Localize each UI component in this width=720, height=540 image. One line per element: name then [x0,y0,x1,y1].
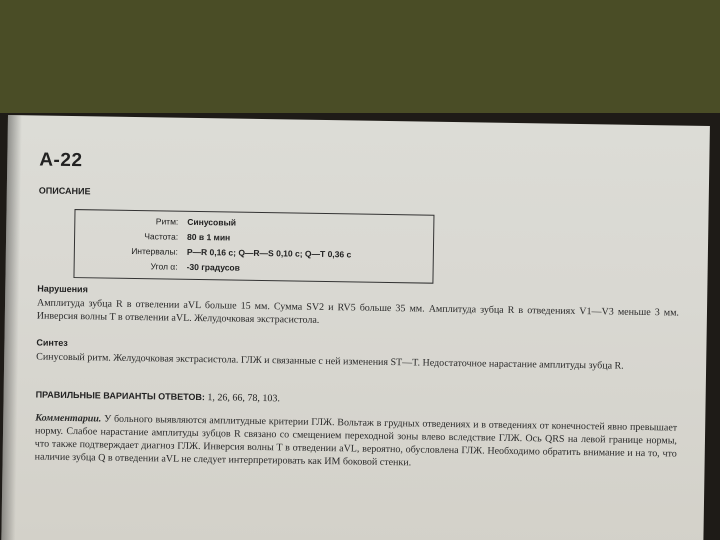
comment-label: Комментарии. [35,412,102,425]
comment [35,411,678,473]
desc-value: 80 в 1 мин [187,231,231,243]
answers-values: 1, 26, 66, 78, 103. [207,392,281,405]
desc-label: Интервалы: [131,245,178,257]
page-content [34,115,684,469]
photo-of-book-page [0,113,720,540]
page-edge-shadow [1,115,22,540]
desc-value: P—R 0,16 с; Q—R—S 0,10 с; Q—T 0,36 с [186,246,352,260]
answers-label: ПРАВИЛЬНЫЕ ВАРИАНТЫ ОТВЕТОВ: [35,389,206,403]
desc-label: Частота: [144,231,179,242]
synthesis-text: Синусовый ритм. Желудочковая экстрасистола. ГЛЖ и связанные с ней изменения ST—T. Недостаточное нарастание амплитуды зубца R. [36,351,624,372]
description-box [73,209,434,284]
card-id: А-22 [39,149,83,172]
comment-text: У больного выявляются амплитудные критерии ГЛЖ. Вольтаж в грудных отведениях и в отведениях от конечностей явно превышает норму. Слабое нарастание амплитуды зубцов R связано со смещением переходной зоны влево вследствие ГЛЖ. Ось QRS на левой границе нормы, что также подтверждает диагноз ГЛЖ. Инверсия волны T в отведении aVL, вероятно, обусловлена ГЛЖ. Необходимо обратить внимание и на то, что наличие зубца Q в отведении aVL не следует интерпретировать как ИМ боковой стенки. [34,413,678,469]
desc-row-intervals [75,245,433,260]
violations-heading: Нарушения [37,283,88,295]
desc-value: -30 градусов [186,261,240,273]
correct-answers [36,389,281,404]
desc-value: Синусовый [187,216,237,228]
desc-label: Ритм: [155,216,179,227]
book-page [1,115,710,540]
synthesis-heading: Синтез [36,337,68,348]
desc-row-rate [75,230,433,243]
violations-text: Амплитуда зубца R в отвелении aVL больше 15 мм. Сумма SV2 и RV5 больше 35 мм. Амплитуда зубца R в отведениях V1—V3 меньше 3 мм. Инверсия волны T в отвелении aVL. Желудочковая экстрасистола. [36,297,680,326]
desc-label: Угол α: [150,261,178,272]
desc-row-rhythm [75,215,433,228]
top-color-band [0,0,720,113]
description-heading: ОПИСАНИЕ [38,185,91,197]
desc-row-axis [75,260,433,273]
